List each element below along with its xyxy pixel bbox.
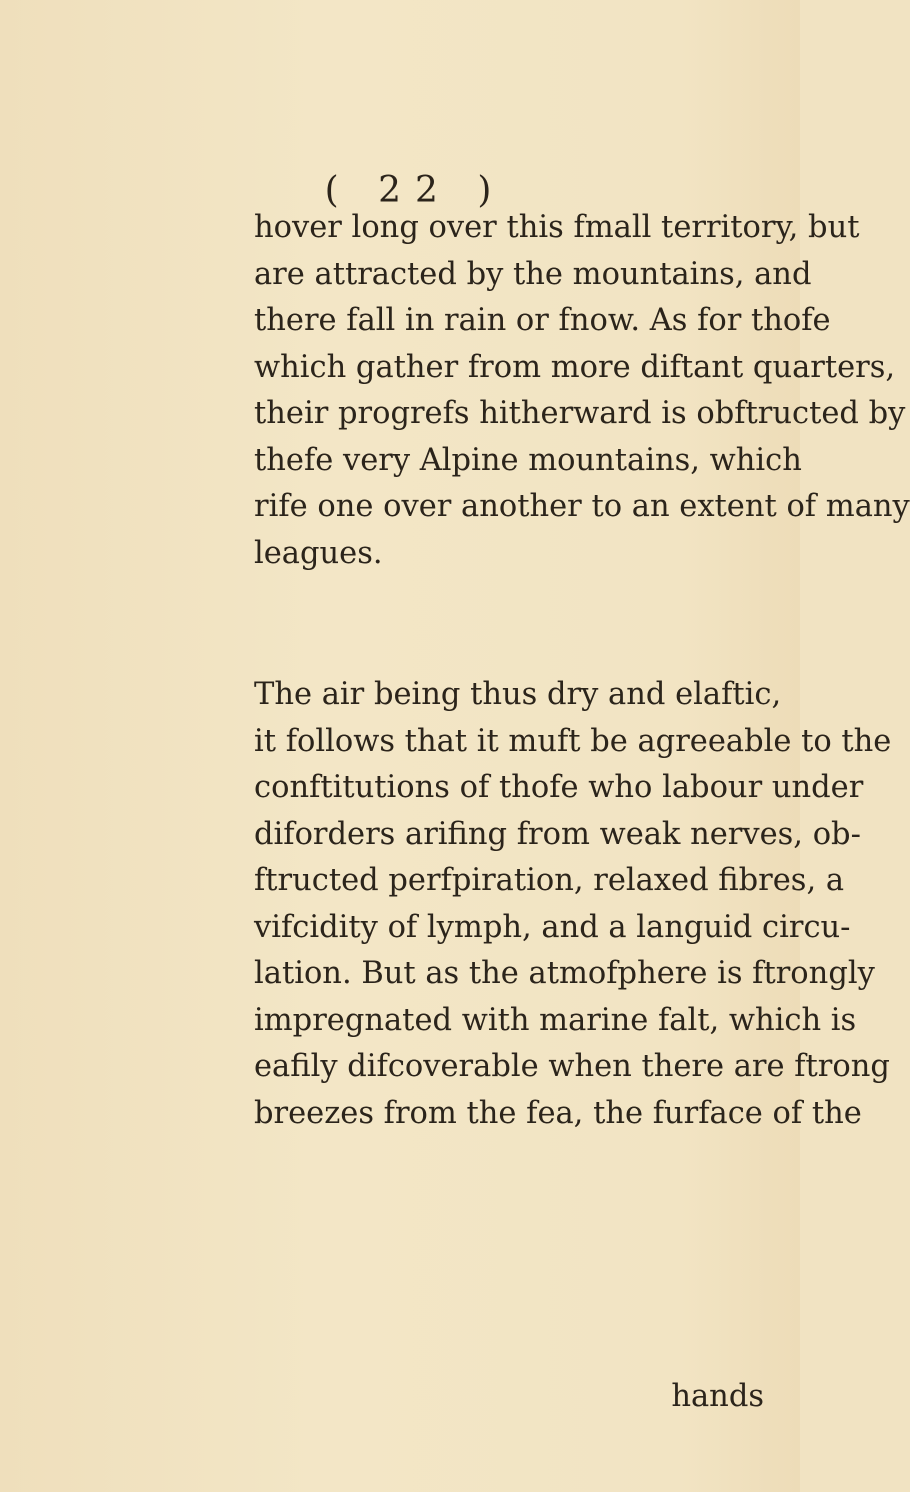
text-line: ftructed perfpiration, relaxed fibres, a [254,863,845,898]
text-line: impregnated with marine falt, which is [254,1002,857,1038]
text-line: vifcidity of lymph, and a languid circu- [254,909,851,945]
page-number: ( 22 ) [324,170,506,211]
text-line: The air being thus dry and elaftic, [254,677,782,712]
text-line: leagues. [254,535,383,571]
paragraph-1 [254,205,910,577]
text-line: breezes from the fea, the furface of the [254,1095,862,1131]
text-line: diforders arifing from weak nerves, ob- [254,816,861,852]
text-line: hover long over this fmall territory, but [254,210,860,245]
text-line: it follows that it muft be agreeable to the [254,723,892,759]
catchword: hands [671,1379,764,1414]
text-line: lation. But as the atmofphere is ftrongly [254,956,875,991]
text-line: rife one over another to an extent of many [254,489,910,524]
text-line: their progrefs hitherward is obftructed by [254,396,906,431]
text-line: conftitutions of thofe who labour under [254,770,864,805]
text-line: are attracted by the mountains, and [254,256,812,292]
text-line: thefe very Alpine mountains, which [254,442,802,478]
text-line: eafily difcoverable when there are ftrong [254,1049,890,1084]
paragraph-2 [254,672,892,1137]
text-line: there fall in rain or fnow. As for thofe [254,303,831,338]
text-line: which gather from more diftant quarters, [254,349,896,385]
